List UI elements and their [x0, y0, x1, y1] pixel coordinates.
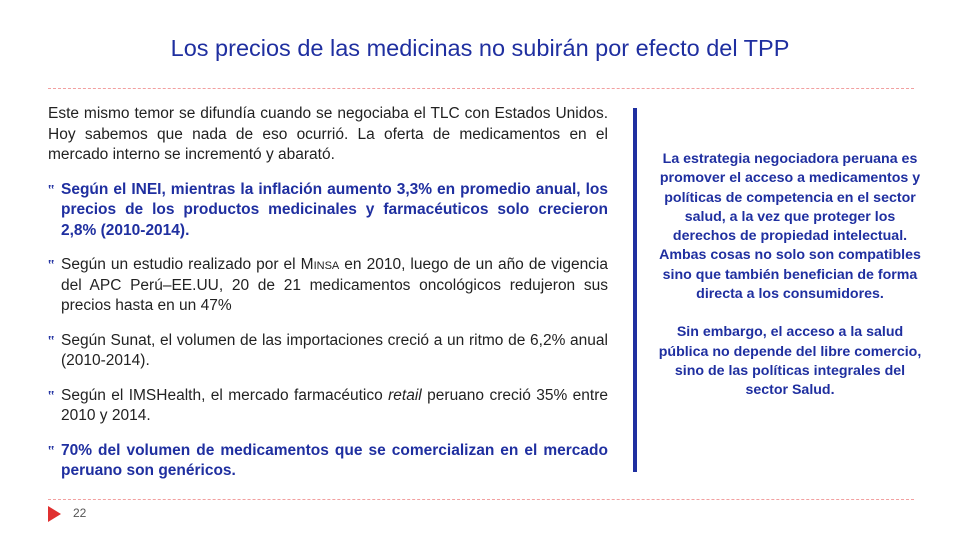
bullet-text-end: en 2010, luego de un año de vigencia del APC Perú–EE.UU, 20 de 21 medicamentos oncológicos redujeron sus precios hasta en un 47% — [61, 256, 608, 314]
bullet-text: Según el INEI, mientras la inflación aumento 3,3% en promedio anual, los precios de los productos medicinales y farmacéuticos solo crecieron 2,8% (2010-2014). — [61, 180, 608, 239]
bullet-minsa — [48, 255, 608, 317]
bullet-inei — [48, 180, 608, 242]
bullet-icon: ‟ — [48, 442, 55, 458]
bullet-text-end: peruano creció 35% entre 2010 y 2014. — [61, 386, 608, 424]
bullet-list — [48, 180, 608, 482]
bullet-text: 70% del volumen de medicamentos que se comercializan en el mercado peruano son genéricos. — [61, 441, 608, 479]
slide-title: Los precios de las medicinas no subirán por efecto del TPP — [170, 35, 790, 61]
vertical-separator — [633, 108, 637, 472]
sidebar-callout — [652, 150, 928, 420]
bullet-text: Según Sunat, el volumen de las importaciones creció a un ritmo de 6,2% anual (2010-2014). — [61, 331, 608, 369]
slide-number: 22 — [73, 506, 87, 520]
bullet-icon: ‟ — [48, 257, 55, 272]
bullet-icon: ‟ — [48, 181, 55, 197]
top-divider — [48, 88, 914, 89]
bullet-genericos — [48, 441, 608, 482]
intro-paragraph: Este mismo temor se difundía cuando se negociaba el TLC con Estados Unidos. Hoy sabemos que nada de eso ocurrió. La oferta de medicamentos en el mercado interno se incrementó y abarató. — [48, 105, 608, 163]
bullet-icon: ‟ — [48, 332, 55, 348]
bullet-text-smallcaps: insa — [313, 256, 340, 273]
bullet-imshealth — [48, 386, 608, 427]
bullet-sunat — [48, 331, 608, 372]
sidebar-paragraph-strategy: La estrategia negociadora peruana es promover el acceso a medicamentos y políticas de competencia en el sector salud, a la vez que proteger los derechos de propiedad intelectual. Ambas cosas no solo son compatibles sino que también benefician de forma directa a los consumidores. — [659, 151, 921, 303]
bullet-icon: ‟ — [48, 387, 55, 403]
sidebar-paragraph-access: Sin embargo, el acceso a la salud pública no depende del libre comercio, sino de las políticas integrales del sector Salud. — [658, 324, 922, 399]
bullet-text-start: Según un estudio realizado por el M — [61, 256, 314, 273]
play-arrow-icon — [48, 506, 61, 522]
bullet-text-start: Según el IMSHealth, el mercado farmacéutico — [61, 386, 389, 404]
bottom-divider — [48, 499, 914, 500]
bullet-text-italic: retail — [388, 386, 422, 404]
main-content — [48, 104, 608, 496]
